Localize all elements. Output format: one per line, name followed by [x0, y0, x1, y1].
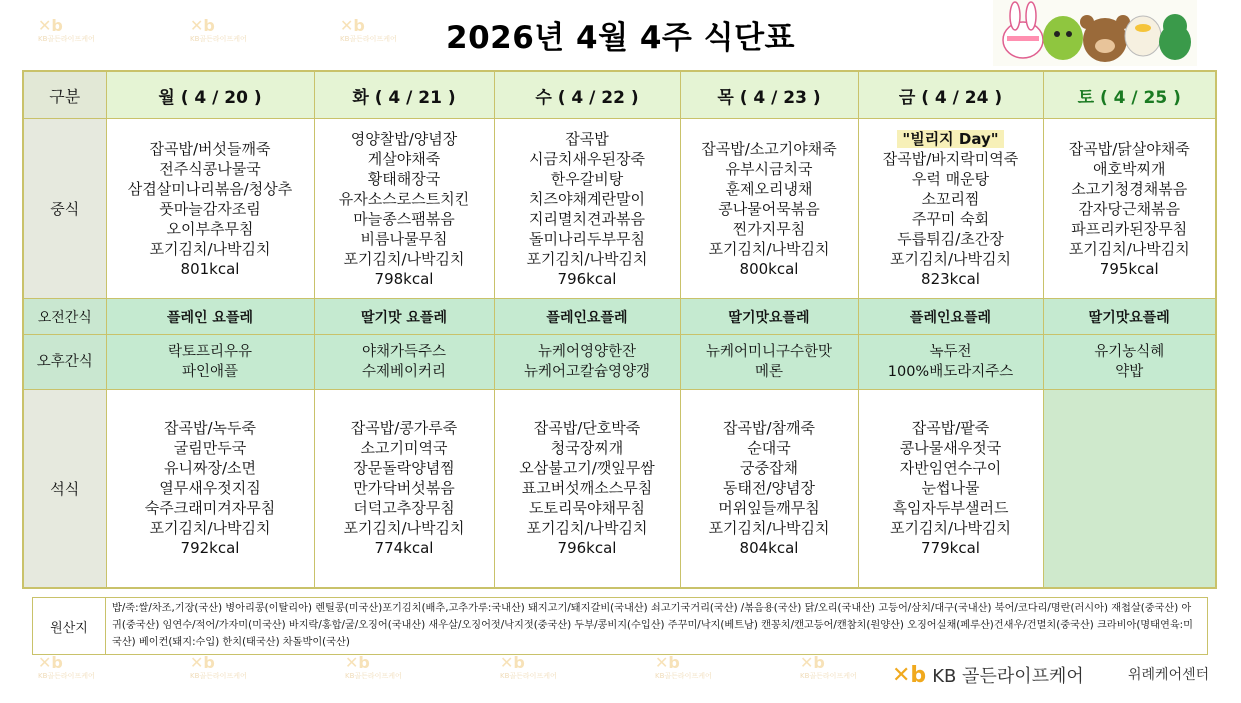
- header-row: [23, 71, 1216, 119]
- lunch-row: [23, 119, 1216, 299]
- watermark-logo: ✕b KB골든라이프케어: [190, 653, 247, 680]
- lunch-thu: 잡곡밥/소고기야채죽 유부시금치국 훈제오리냉채 콩나물어묵볶음 찐가지무침 포기김치/나박김치 800kcal: [680, 119, 858, 299]
- day-header-wed: 수 ( 4 / 22 ): [494, 71, 680, 119]
- dinner-thu: 잡곡밥/참깨죽 순대국 궁중잡채 동태전/양념장 머위잎들깨무침 포기김치/나박김치 804kcal: [680, 390, 858, 588]
- meal-plan-table: [22, 70, 1217, 589]
- watermark-logo: ✕b KB골든라이프케어: [655, 653, 712, 680]
- lunch-tue: 영양찰밥/양념장 게살야채죽 황태해장국 유자소스로스트치킨 마늘종스팸볶음 비름나물무침 포기김치/나박김치 798kcal: [314, 119, 494, 299]
- care-center-name: 위례케어센터: [1128, 667, 1210, 683]
- company-logo: [892, 662, 1084, 688]
- origin-info-box: [32, 597, 1208, 655]
- dinner-sat-empty: [1043, 390, 1216, 588]
- day-header-fri: 금 ( 4 / 24 ): [858, 71, 1043, 119]
- am-snack-mon: 플레인 요플레: [106, 299, 314, 335]
- page-title: 2026년 4월 4주 식단표: [446, 20, 795, 56]
- mascot-illustration: [993, 0, 1197, 66]
- origin-label: 원산지: [33, 598, 106, 654]
- am-snack-row: [23, 299, 1216, 335]
- am-snack-thu: 딸기맛요플레: [680, 299, 858, 335]
- dinner-fri: 잡곡밥/팥죽 콩나물새우젓국 자반임연수구이 눈썹나물 흑임자두부샐러드 포기김치/나박김치 779kcal: [858, 390, 1043, 588]
- pm-snack-wed: 뉴케어영양한잔 뉴케어고칼슘영양갱: [494, 335, 680, 390]
- am-snack-label: 오전간식: [23, 299, 106, 335]
- day-header-sat: 토 ( 4 / 25 ): [1043, 71, 1216, 119]
- pm-snack-label: 오후간식: [23, 335, 106, 390]
- pm-snack-fri: 녹두전 100%배도라지주스: [858, 335, 1043, 390]
- special-day-badge: "빌리지 Day": [897, 130, 1003, 148]
- pm-snack-row: [23, 335, 1216, 390]
- pm-snack-thu: 뉴케어미니구수한맛 메론: [680, 335, 858, 390]
- pm-snack-tue: 야채가득주스 수제베이커리: [314, 335, 494, 390]
- lunch-wed: 잡곡밥 시금치새우된장죽 한우갈비탕 치즈야채계란말이 지리멸치견과볶음 돌미나리두부무침 포기김치/나박김치 796kcal: [494, 119, 680, 299]
- origin-text: 밥/죽:쌀/차조,기장(국산) 병아리콩(이탈리아) 렌틸콩(미국산)포기김치(배추,고추가루:국내산) 돼지고기/돼지갈비(국내산) 쇠고기국거리(국산) /볶음용(국산) 닭/오리(국내산) 고등어/삼치/대구(국내산) 북어/코다리/명란(러시아) 재첩살(중국산) 아귀(중국산) 임연수/적어/가자미(미국산) 바지락/홍합/굴/오징어(국내산) 새우살/오징어젓/낙지젓(중국산) 두부/콩비지(수입산) 주꾸미/낙지(베트남) 캔꽁치/캔고등어/캔참치(원양산) 오징어실채(페루산)건새우/건멸치(중국산) 크라비아(명태연육:미국산) 베이컨(돼지:수입) 한치(태국산) 차돌박이(국산): [112, 603, 1193, 648]
- category-header: 구분: [23, 71, 106, 119]
- day-header-thu: 목 ( 4 / 23 ): [680, 71, 858, 119]
- dinner-wed: 잡곡밥/단호박죽 청국장찌개 오삼불고기/깻잎무쌈 표고버섯깨소스무침 도토리묵야채무침 포기김치/나박김치 796kcal: [494, 390, 680, 588]
- company-name: KB 골든라이프케어: [932, 666, 1084, 687]
- watermark-logo: ✕b KB골든라이프케어: [345, 653, 402, 680]
- day-header-mon: 월 ( 4 / 20 ): [106, 71, 314, 119]
- watermark-logo: ✕b KB골든라이프케어: [38, 16, 95, 43]
- lunch-mon: 잡곡밥/버섯들깨죽 전주식콩나물국 삼겹살미나리볶음/청상추 풋마늘감자조림 오이부추무침 포기김치/나박김치 801kcal: [106, 119, 314, 299]
- watermark-logo: ✕b KB골든라이프케어: [500, 653, 557, 680]
- day-header-tue: 화 ( 4 / 21 ): [314, 71, 494, 119]
- watermark-logo: ✕b KB골든라이프케어: [340, 16, 397, 43]
- kb-logo-icon: ✕b: [892, 662, 927, 688]
- pm-snack-sat: 유기농식혜 약밥: [1043, 335, 1216, 390]
- dinner-mon: 잡곡밥/녹두죽 굴림만두국 유니짜장/소면 열무새우젓지짐 숙주크래미겨자무침 포기김치/나박김치 792kcal: [106, 390, 314, 588]
- dinner-label: 석식: [23, 390, 106, 588]
- am-snack-wed: 플레인요플레: [494, 299, 680, 335]
- dinner-tue: 잡곡밥/콩가루죽 소고기미역국 장문돌락양념찜 만가닥버섯볶음 더덕고추장무침 포기김치/나박김치 774kcal: [314, 390, 494, 588]
- lunch-sat: 잡곡밥/닭살야채죽 애호박찌개 소고기청경채볶음 감자당근채볶음 파프리카된장무침 포기김치/나박김치 795kcal: [1043, 119, 1216, 299]
- watermark-logo: ✕b KB골든라이프케어: [800, 653, 857, 680]
- am-snack-tue: 딸기맛 요플레: [314, 299, 494, 335]
- pm-snack-mon: 락토프리우유 파인애플: [106, 335, 314, 390]
- am-snack-sat: 딸기맛요플레: [1043, 299, 1216, 335]
- lunch-label: 중식: [23, 119, 106, 299]
- am-snack-fri: 플레인요플레: [858, 299, 1043, 335]
- watermark-logo: ✕b KB골든라이프케어: [190, 16, 247, 43]
- dinner-row: [23, 390, 1216, 588]
- lunch-fri: "빌리지 Day" 잡곡밥/바지락미역죽 우럭 매운탕 소꼬리찜 주꾸미 숙회 두릅튀김/초간장 포기김치/나박김치 823kcal: [858, 119, 1043, 299]
- watermark-logo: ✕b KB골든라이프케어: [38, 653, 95, 680]
